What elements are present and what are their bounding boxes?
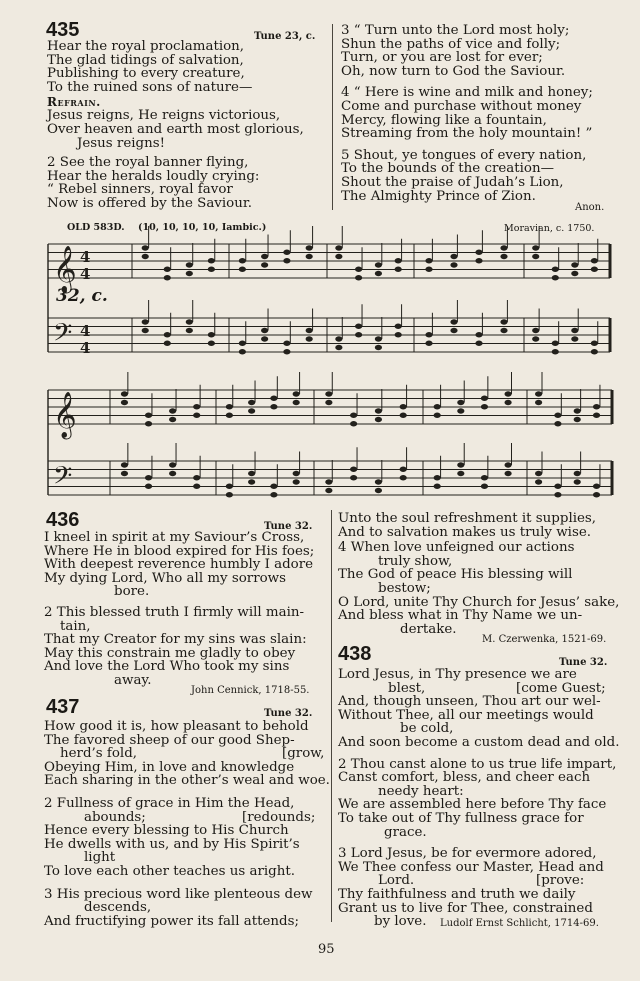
note-head — [193, 413, 200, 418]
note-head — [593, 484, 600, 489]
note-head — [450, 319, 457, 324]
note-head — [335, 254, 342, 259]
hymn-436 — [44, 531, 314, 688]
note-head — [434, 484, 441, 489]
note-head — [532, 254, 539, 259]
note-head — [270, 404, 277, 409]
verse-line: 4 “ Here is wine and milk and honey; — [341, 85, 593, 101]
verse-line: grace. — [384, 824, 427, 840]
verse-line: descends, — [84, 900, 152, 916]
note-head — [395, 267, 402, 272]
note-head — [450, 262, 457, 267]
note-head — [552, 267, 559, 272]
note-head — [425, 332, 432, 337]
verse-line: 4 When love unfeigned our actions — [338, 540, 575, 556]
hymn-number: 438 — [338, 643, 372, 665]
verse-line: And soon become a custom dead and old. — [338, 734, 620, 750]
verse-line: And love the Lord Who took my sins — [44, 659, 290, 675]
tune-reference: Tune 32. — [264, 708, 313, 719]
note-head — [375, 262, 382, 267]
verse-line: 5 Shout, ye tongues of every nation, — [341, 147, 587, 163]
verse-line: And bless what in Thy Name we un- — [338, 608, 583, 624]
verse-line: 2 This blessed truth I firmly will main- — [44, 604, 305, 620]
note-head — [591, 349, 598, 354]
note-head — [425, 258, 432, 263]
note-head — [145, 421, 152, 426]
verse-line: The favored sheep of our good Shep- — [44, 732, 295, 748]
note-head — [504, 462, 511, 467]
note-head — [395, 258, 402, 263]
note-head — [375, 479, 382, 484]
author-attribution: M. Czerwenka, 1521-69. — [482, 634, 607, 645]
note-head — [293, 391, 300, 396]
note-head — [434, 475, 441, 480]
note-head — [425, 341, 432, 346]
verse-line: dertake. — [400, 621, 457, 637]
note-head — [400, 413, 407, 418]
note-head — [350, 475, 357, 480]
note-head — [375, 417, 382, 422]
note-head — [395, 332, 402, 337]
note-head — [270, 396, 277, 401]
note-head — [306, 245, 313, 250]
note-head — [186, 319, 193, 324]
note-head — [261, 254, 268, 259]
note-head — [248, 471, 255, 476]
note-head — [226, 404, 233, 409]
note-head — [355, 332, 362, 337]
verse-line: Publishing to every creature, — [47, 66, 245, 82]
note-head — [145, 475, 152, 480]
note-head — [355, 267, 362, 272]
verse-fragment: Lord. — [378, 873, 415, 889]
verse-line: Come and purchase without money — [341, 98, 582, 114]
note-head — [457, 462, 464, 467]
verse-line: Grant us to live for Thee, constrained — [338, 900, 593, 916]
note-head — [239, 341, 246, 346]
note-head — [270, 484, 277, 489]
note-head — [500, 254, 507, 259]
note-head — [375, 336, 382, 341]
note-head — [500, 319, 507, 324]
note-head — [400, 467, 407, 472]
note-head — [504, 400, 511, 405]
verse-line — [44, 747, 330, 761]
verse-line: 2 Fullness of grace in Him the Head, — [44, 795, 295, 811]
time-signature: 4 — [80, 322, 91, 340]
note-head — [142, 245, 149, 250]
verse-line — [338, 682, 620, 696]
verse-line: Jesus reigns, He reigns victorious, — [47, 108, 281, 124]
note-head — [475, 258, 482, 263]
verse-line: Obeying Him, in love and knowledge — [44, 759, 295, 775]
note-head — [335, 345, 342, 350]
verse-fragment: herd’s fold, — [60, 746, 138, 762]
refrain-label: Refrain. — [47, 95, 101, 110]
note-head — [248, 400, 255, 405]
verse-line: And, though unseen, Thou art our wel- — [338, 694, 601, 710]
verse-line: light — [84, 850, 116, 866]
note-head — [226, 492, 233, 497]
note-head — [226, 413, 233, 418]
note-head — [325, 479, 332, 484]
note-head — [293, 479, 300, 484]
verse-line: To the ruined sons of nature— — [47, 79, 253, 95]
note-head — [457, 400, 464, 405]
verse-line: needy heart: — [378, 783, 464, 799]
note-head — [226, 484, 233, 489]
note-head — [532, 336, 539, 341]
note-head — [355, 324, 362, 329]
treble-clef: 𝄞 — [53, 392, 77, 438]
verse-line: The God of peace His blessing will — [338, 567, 573, 583]
note-head — [121, 400, 128, 405]
verse-line: We Thee confess our Master, Head and — [338, 859, 604, 875]
note-head — [208, 341, 215, 346]
verse-line: tain, — [60, 618, 91, 634]
verse-fragment: [grow, — [282, 746, 325, 762]
verse-line: 3 “ Turn unto the Lord most holy; — [341, 23, 570, 38]
verse-line: be cold, — [400, 721, 454, 737]
note-head — [335, 245, 342, 250]
note-head — [593, 404, 600, 409]
verse-line: And to salvation makes us truly wise. — [338, 524, 592, 540]
verse-line: Without Thee, all our meetings would — [338, 707, 594, 723]
hymn-number: 435 — [46, 19, 80, 41]
verse-line: That my Creator for my sins was slain: — [44, 632, 307, 648]
note-head — [335, 336, 342, 341]
note-head — [350, 421, 357, 426]
note-head — [591, 341, 598, 346]
note-head — [375, 488, 382, 493]
note-head — [434, 413, 441, 418]
verse-line: Hear the royal proclamation, — [47, 39, 245, 54]
verse-line: He dwells with us, and by His Spirit’s — [44, 836, 300, 852]
note-head — [145, 413, 152, 418]
note-head — [500, 328, 507, 333]
note-head — [574, 417, 581, 422]
note-head — [571, 271, 578, 276]
note-head — [239, 267, 246, 272]
verse-line: Over heaven and earth most glorious, — [47, 121, 304, 137]
note-head — [504, 471, 511, 476]
verse-line: bore. — [114, 584, 150, 600]
verse-line: Thy faithfulness and truth we daily — [338, 886, 576, 902]
composer-attribution: Moravian, c. 1750. — [504, 223, 595, 234]
note-head — [457, 408, 464, 413]
verse-line: Now is offered by the Saviour. — [47, 195, 253, 211]
verse-line: Hence every blessing to His Church — [44, 823, 289, 839]
verse-line: 2 Thou canst alone to us true life impart, — [338, 756, 617, 772]
note-head — [375, 345, 382, 350]
verse-line: My dying Lord, Who all my sorrows — [44, 570, 287, 586]
note-head — [306, 336, 313, 341]
note-head — [571, 328, 578, 333]
note-head — [532, 245, 539, 250]
note-head — [208, 267, 215, 272]
note-head — [239, 349, 246, 354]
note-head — [481, 396, 488, 401]
note-head — [395, 324, 402, 329]
note-head — [504, 391, 511, 396]
author-attribution: John Cennick, 1718-55. — [191, 685, 310, 696]
note-head — [574, 471, 581, 476]
note-head — [350, 413, 357, 418]
hymn-438 — [338, 668, 620, 929]
verse-line: The glad tidings of salvation, — [47, 52, 244, 68]
note-head — [475, 250, 482, 255]
note-head — [593, 413, 600, 418]
bass-clef: 𝄢 — [53, 461, 73, 497]
note-head — [535, 400, 542, 405]
note-head — [164, 275, 171, 280]
note-head — [481, 404, 488, 409]
note-head — [164, 267, 171, 272]
verse-line: Turn, or you are lost for ever; — [341, 50, 543, 66]
verse-line: 2 See the royal banner flying, — [47, 155, 249, 171]
note-head — [500, 245, 507, 250]
note-head — [552, 349, 559, 354]
tune-reference: Tune 32. — [264, 521, 313, 532]
note-head — [283, 341, 290, 346]
verse-line: I kneel in spirit at my Saviour’s Cross, — [44, 530, 305, 545]
note-head — [142, 328, 149, 333]
note-head — [425, 267, 432, 272]
verse-line: Lord Jesus, in Thy presence we are — [338, 667, 577, 682]
verse-fragment: blest, — [388, 680, 426, 696]
verse-line: We are assembled here before Thy face — [338, 797, 607, 813]
note-head — [535, 471, 542, 476]
note-head — [400, 404, 407, 409]
bass-clef: 𝄢 — [53, 318, 73, 354]
hymn-number: 437 — [46, 696, 80, 718]
note-head — [535, 479, 542, 484]
verse-line: And fructifying power its fall attends; — [44, 913, 300, 929]
time-signature: 4 — [80, 248, 91, 266]
verse-line: by love. — [374, 914, 427, 930]
note-head — [208, 258, 215, 263]
note-head — [450, 328, 457, 333]
note-head — [169, 462, 176, 467]
verse-line: Unto the soul refreshment it supplies, — [338, 511, 597, 526]
note-head — [375, 271, 382, 276]
verse-fragment: [prove: — [536, 873, 585, 889]
verse-line: The Almighty Prince of Zion. — [341, 188, 536, 204]
note-head — [434, 404, 441, 409]
verse-fragment: [redounds; — [242, 809, 316, 825]
tune-reference: Tune 32. — [559, 657, 608, 668]
note-head — [535, 391, 542, 396]
note-head — [593, 492, 600, 497]
verse-line: May this constrain me gladly to obey — [44, 645, 296, 661]
verse-line — [338, 874, 620, 888]
verse-line: 3 Lord Jesus, be for evermore adored, — [338, 846, 597, 862]
verse-line: bestow; — [378, 580, 431, 596]
note-head — [186, 328, 193, 333]
note-head — [283, 349, 290, 354]
note-head — [145, 484, 152, 489]
note-head — [169, 417, 176, 422]
column-divider — [331, 510, 332, 922]
note-head — [248, 479, 255, 484]
verse-line: Jesus reigns! — [77, 135, 165, 151]
note-head — [261, 262, 268, 267]
verse-line: away. — [114, 672, 152, 688]
verse-line: Shout the praise of Judah’s Lion, — [341, 174, 564, 190]
verse-line: To love each other teaches us aright. — [44, 863, 295, 879]
note-head — [121, 462, 128, 467]
verse-line: Hear the heralds loudly crying: — [47, 168, 260, 184]
note-head — [121, 391, 128, 396]
note-head — [186, 271, 193, 276]
hymn-437 — [44, 720, 330, 928]
note-head — [193, 484, 200, 489]
note-head — [475, 332, 482, 337]
note-head — [350, 467, 357, 472]
note-head — [475, 341, 482, 346]
note-head — [554, 421, 561, 426]
verse-line: To take out of Thy fullness grace for — [338, 810, 584, 826]
note-head — [481, 484, 488, 489]
verse-line: Each sharing in the other’s weal and woe. — [44, 773, 330, 789]
note-head — [554, 413, 561, 418]
note-head — [552, 275, 559, 280]
note-head — [186, 262, 193, 267]
verse-line: Where He in blood expired for His foes; — [44, 543, 315, 559]
verse-line: How good it is, how pleasant to behold — [44, 719, 309, 734]
note-head — [293, 471, 300, 476]
verse-line: Oh, now turn to God the Saviour. — [341, 63, 566, 79]
note-head — [306, 328, 313, 333]
note-head — [532, 328, 539, 333]
author-attribution: Ludolf Ernst Schlicht, 1714-69. — [440, 918, 599, 929]
note-head — [457, 471, 464, 476]
note-head — [169, 408, 176, 413]
note-head — [355, 275, 362, 280]
author-attribution: Anon. — [575, 202, 605, 213]
tune-code: 32, c. — [56, 286, 108, 306]
note-head — [261, 328, 268, 333]
note-head — [554, 492, 561, 497]
note-head — [193, 404, 200, 409]
hymn-437-continued — [338, 512, 619, 636]
tune-meter: (10, 10, 10, 10, Iambic.) — [138, 222, 267, 233]
tune-reference: Tune 23, c. — [254, 31, 316, 42]
hymn-number: 436 — [46, 509, 80, 531]
note-head — [571, 262, 578, 267]
note-head — [481, 475, 488, 480]
verse-line: O Lord, unite Thy Church for Jesus’ sake, — [338, 594, 620, 610]
note-head — [591, 258, 598, 263]
note-head — [591, 267, 598, 272]
verse-fragment: [come Guest; — [516, 680, 606, 696]
note-head — [283, 258, 290, 263]
time-signature: 4 — [80, 265, 91, 283]
note-head — [193, 475, 200, 480]
note-head — [571, 336, 578, 341]
verse-line: To the bounds of the creation— — [341, 161, 554, 177]
note-head — [142, 254, 149, 259]
verse-line: Mercy, flowing like a fountain, — [341, 112, 547, 128]
verse-line: truly show, — [378, 553, 453, 569]
note-head — [164, 341, 171, 346]
note-head — [208, 332, 215, 337]
note-head — [306, 254, 313, 259]
note-head — [142, 319, 149, 324]
note-head — [574, 408, 581, 413]
time-signature: 4 — [80, 339, 91, 357]
note-head — [293, 400, 300, 405]
note-head — [574, 479, 581, 484]
note-head — [325, 391, 332, 396]
verse-line: Shun the paths of vice and folly; — [341, 36, 561, 52]
note-head — [375, 408, 382, 413]
note-head — [325, 400, 332, 405]
note-head — [554, 484, 561, 489]
treble-clef: 𝄞 — [53, 246, 77, 292]
verse-fragment: abounds; — [84, 809, 146, 825]
note-head — [164, 332, 171, 337]
verse-line: Streaming from the holy mountain! ” — [341, 126, 593, 142]
note-head — [283, 250, 290, 255]
note-head — [450, 254, 457, 259]
note-head — [261, 336, 268, 341]
verse-line: 3 His precious word like plenteous dew — [44, 886, 313, 902]
verse-line: Canst comfort, bless, and cheer each — [338, 770, 591, 786]
note-head — [270, 492, 277, 497]
tune-name: OLD 583D. — [67, 222, 125, 233]
note-head — [400, 475, 407, 480]
page-number: 95 — [318, 942, 335, 957]
note-head — [169, 471, 176, 476]
note-head — [121, 471, 128, 476]
verse-line — [44, 811, 330, 825]
verse-line: “ Rebel sinners, royal favor — [47, 182, 233, 198]
note-head — [248, 408, 255, 413]
note-head — [239, 258, 246, 263]
verse-line: With deepest reverence humbly I adore — [44, 557, 314, 573]
note-head — [325, 488, 332, 493]
note-head — [552, 341, 559, 346]
